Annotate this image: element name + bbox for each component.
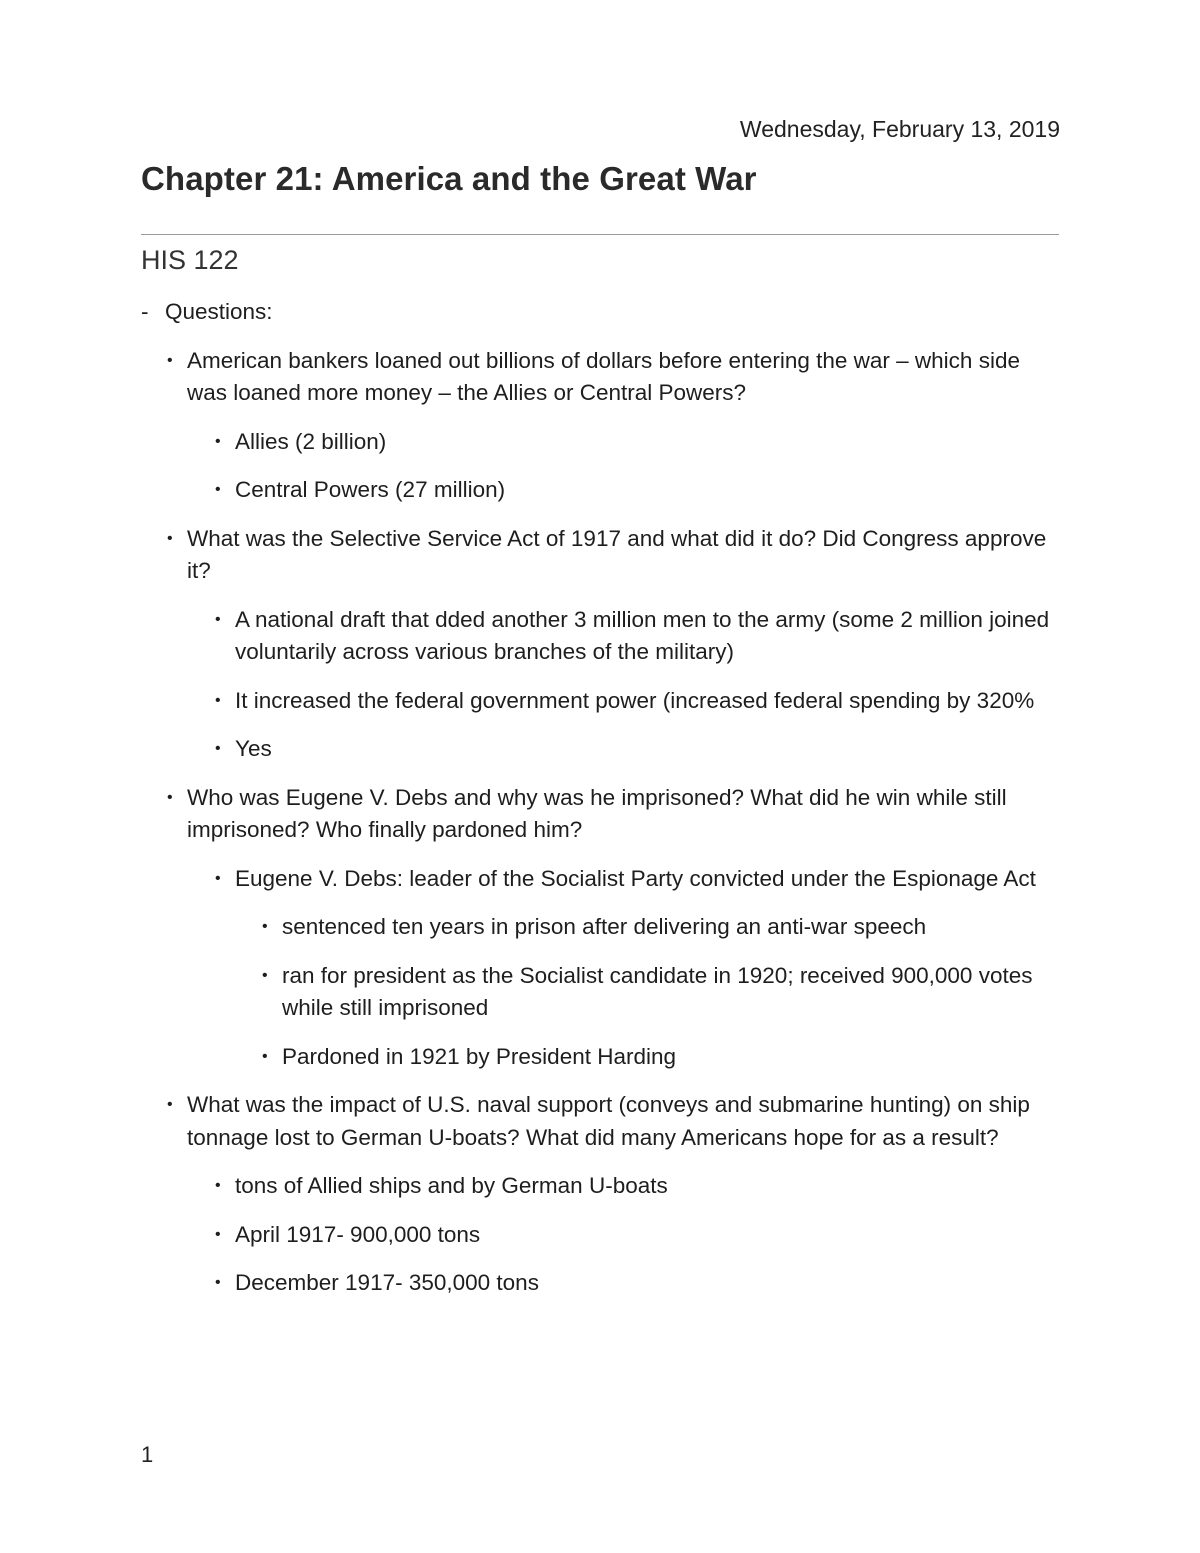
answer-item (215, 863, 1061, 896)
question-text: Who was Eugene V. Debs and why was he imprisoned? What did he win while still imprisoned? Who finally pardoned him? (187, 784, 1007, 842)
answer-text: Yes (235, 736, 272, 761)
bullet-icon: • (215, 740, 221, 757)
question-text: American bankers loaned out billions of dollars before entering the war – which side was loaned more money – the Allies or Central Powers? (187, 347, 1020, 405)
detail-item (262, 1041, 1061, 1074)
answer-item (215, 1267, 1061, 1300)
question-text: What was the impact of U.S. naval support (conveys and submarine hunting) on ship tonnage lost to German U-boats? What did many Americans hope for as a result? (187, 1092, 1030, 1150)
bullet-icon: • (215, 610, 221, 628)
bullet-icon: • (215, 869, 221, 887)
bullet-icon: • (167, 351, 173, 369)
question-item (167, 523, 1061, 588)
dash-marker-icon: - (141, 299, 149, 324)
answer-text: December 1917- 350,000 tons (235, 1270, 539, 1295)
answer-item (215, 733, 1061, 766)
answer-item (215, 1170, 1061, 1203)
answer-item (215, 685, 1061, 718)
bullet-icon: • (215, 432, 221, 450)
detail-item (262, 911, 1061, 944)
question-item (167, 782, 1061, 847)
course-code: HIS 122 (141, 245, 239, 275)
notes-body (141, 296, 1061, 1316)
answer-item (215, 1219, 1061, 1252)
answer-item (215, 426, 1061, 459)
answer-text: Eugene V. Debs: leader of the Socialist Party convicted under the Espionage Act (235, 865, 1036, 891)
detail-text: sentenced ten years in prison after delivering an anti-war speech (282, 914, 927, 939)
answer-text: Central Powers (27 million) (235, 477, 506, 502)
answer-text: April 1917- 900,000 tons (235, 1221, 481, 1247)
bullet-icon: • (167, 529, 173, 547)
bullet-icon: • (215, 481, 221, 498)
question-item (167, 345, 1061, 410)
bullet-icon: • (215, 691, 221, 709)
bullet-icon: • (215, 1225, 221, 1243)
document-date: Wednesday, February 13, 2019 (739, 116, 1060, 142)
bullet-icon: • (167, 788, 173, 806)
bullet-icon: • (262, 918, 268, 935)
answer-text: A national draft that dded another 3 million men to the army (some 2 million joined voluntarily across various branches of the military) (235, 606, 1050, 664)
detail-text: ran for president as the Socialist candidate in 1920; received 900,000 votes while still imprisoned (282, 962, 1033, 1020)
answer-text: Allies (2 billion) (235, 428, 387, 454)
detail-item (262, 960, 1061, 1025)
answer-text: tons of Allied ships and by German U-boats (235, 1173, 668, 1198)
bullet-icon: • (215, 1274, 221, 1291)
question-text: What was the Selective Service Act of 1917 and what did it do? Did Congress approve it? (187, 525, 1047, 583)
bullet-icon: • (262, 1047, 268, 1065)
document-title: Chapter 21: America and the Great War (141, 160, 757, 197)
questions-label: Questions: (165, 299, 273, 324)
question-item (167, 1089, 1061, 1154)
page-number: 1 (141, 1442, 154, 1467)
title-divider (141, 234, 1059, 235)
bullet-icon: • (215, 1177, 221, 1194)
detail-text: Pardoned in 1921 by President Harding (282, 1043, 677, 1069)
questions-heading (141, 296, 1061, 329)
answer-text: It increased the federal government power (increased federal spending by 320% (235, 687, 1035, 713)
answer-item (215, 474, 1061, 507)
answer-item (215, 604, 1061, 669)
bullet-icon: • (167, 1096, 173, 1113)
bullet-icon: • (262, 966, 268, 984)
